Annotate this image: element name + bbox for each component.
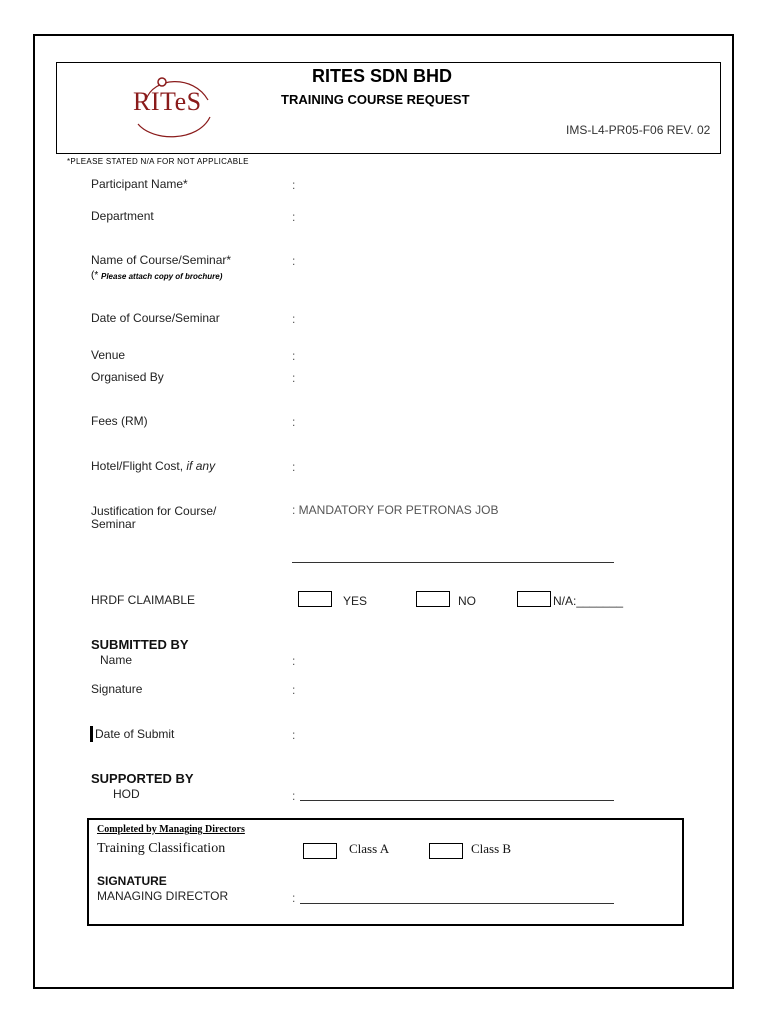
hrdf-no-label: NO [458, 594, 476, 608]
justification-underline [292, 562, 614, 563]
logo-text: RITeS [133, 87, 202, 116]
hotel-cost-label: Hotel/Flight Cost, if any [91, 459, 216, 473]
organised-by-label: Organised By [91, 370, 164, 384]
company-name: RITES SDN BHD [312, 66, 453, 86]
course-name-label: Name of Course/Seminar* [91, 253, 232, 267]
brochure-hint: Please attach copy of brochure) [101, 272, 223, 281]
hrdf-yes-checkbox[interactable] [298, 591, 332, 607]
department-label: Department [91, 209, 154, 223]
md-colon: : [292, 891, 296, 905]
not-applicable-note: *PLEASE STATED N/A FOR NOT APPLICABLE [67, 157, 249, 166]
md-signature-line[interactable] [300, 903, 614, 904]
date-of-submit-label: Date of Submit [95, 727, 175, 741]
course-date-field[interactable]: : [292, 312, 296, 326]
class-b-label: Class B [471, 841, 512, 856]
hotel-cost-field[interactable]: : [292, 460, 296, 474]
hod-signature-line[interactable] [300, 800, 614, 801]
organised-by-field[interactable]: : [292, 371, 296, 385]
form-title: TRAINING COURSE REQUEST [281, 92, 470, 107]
course-name-field[interactable]: : [292, 254, 296, 268]
text-cursor [90, 726, 93, 742]
date-of-submit-field[interactable]: : [292, 728, 296, 742]
signature-heading: SIGNATURE [97, 874, 167, 888]
class-a-checkbox[interactable] [303, 843, 337, 859]
supported-by-heading: SUPPORTED BY [91, 771, 194, 786]
hod-label: HOD [113, 787, 140, 801]
hrdf-na-label: N/A:_______ [553, 594, 624, 608]
hrdf-yes-label: YES [343, 594, 368, 608]
submitter-name-label: Name [100, 653, 133, 667]
participant-name-label: Participant Name* [91, 177, 188, 191]
department-field[interactable]: : [292, 210, 296, 224]
class-a-label: Class A [349, 841, 390, 856]
managing-director-label: MANAGING DIRECTOR [97, 889, 229, 903]
class-b-checkbox[interactable] [429, 843, 463, 859]
course-date-label: Date of Course/Seminar [91, 311, 220, 325]
fees-label: Fees (RM) [91, 414, 148, 428]
venue-field[interactable]: : [292, 349, 296, 363]
submitted-by-heading: SUBMITTED BY [91, 637, 189, 652]
brochure-hint-prefix: (* [91, 270, 99, 281]
participant-name-field[interactable]: : [292, 178, 296, 192]
justification-value[interactable]: : MANDATORY FOR PETRONAS JOB [292, 503, 499, 517]
hrdf-no-checkbox[interactable] [416, 591, 450, 607]
hrdf-label: HRDF CLAIMABLE [91, 593, 196, 607]
signature-label: Signature [91, 682, 143, 696]
training-classification-label: Training Classification [97, 841, 226, 856]
managing-director-heading: Completed by Managing Directors [97, 824, 245, 835]
justification-label-line1: Justification for Course/ [91, 504, 217, 518]
submitter-name-field[interactable]: : [292, 654, 296, 668]
document-reference: IMS-L4-PR05-F06 REV. 02 [566, 123, 711, 137]
fees-field[interactable]: : [292, 415, 296, 429]
justification-label-line2: Seminar [91, 517, 136, 531]
hrdf-na-checkbox[interactable] [517, 591, 551, 607]
venue-label: Venue [91, 348, 126, 362]
signature-field[interactable]: : [292, 683, 296, 697]
hod-colon: : [292, 789, 296, 803]
